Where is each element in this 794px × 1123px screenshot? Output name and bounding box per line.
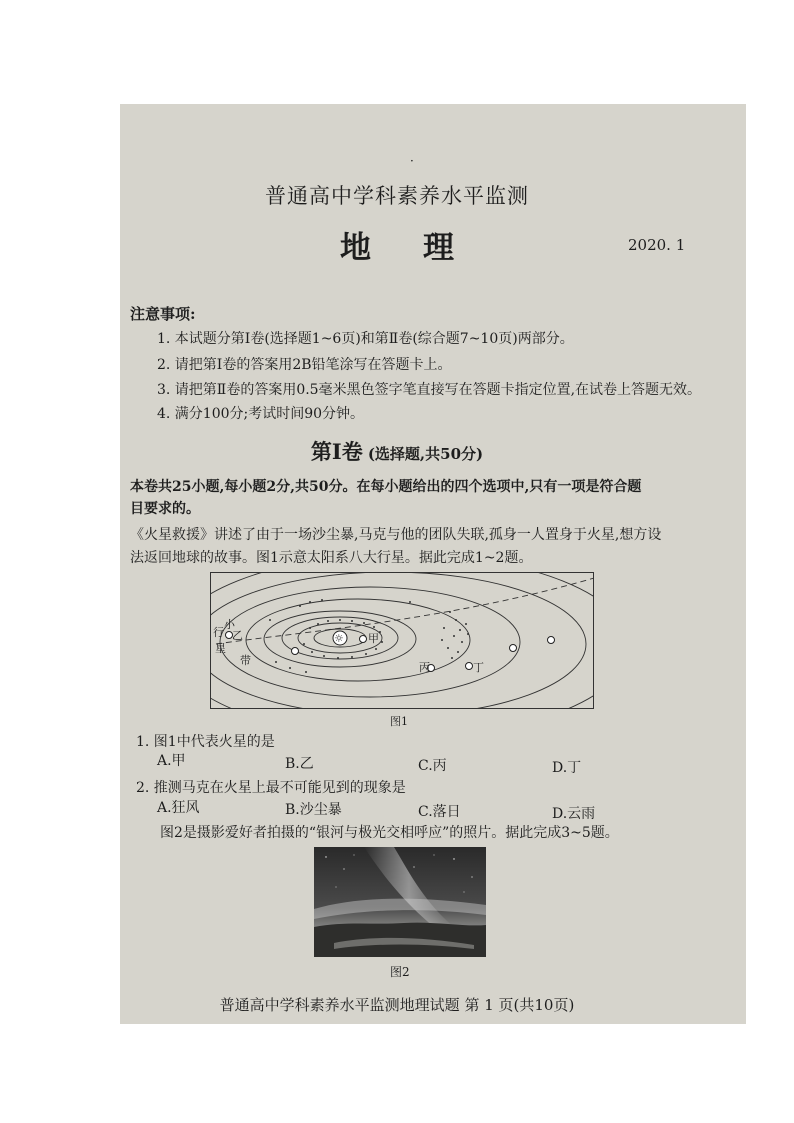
question-2-option-b: B.沙尘暴 (285, 802, 342, 818)
label-yi: 乙 (232, 629, 243, 642)
planet-near (292, 648, 299, 655)
planet-ding (466, 663, 473, 670)
planet-jia (360, 636, 367, 643)
sun-icon: ☼ (334, 632, 344, 645)
label-belt-xing-2: 星 (215, 642, 226, 655)
question-1-option-d: D.丁 (552, 760, 582, 776)
passage-1-line-1: 《火星救援》讲述了由于一场沙尘暴,马克与他的团队失联,孤身一人置身于火星,想方设 (130, 527, 662, 543)
question-1-option-a: A.甲 (157, 753, 186, 769)
page-footer: 普通高中学科素养水平监测地理试题 第 1 页(共10页) (219, 996, 575, 1014)
question-2-option-c: C.落日 (418, 804, 461, 820)
note-item-4: 4. 满分100分;考试时间90分钟。 (157, 406, 365, 422)
figure-1-caption: 图1 (390, 715, 408, 728)
comet-orbit (216, 578, 594, 644)
question-2-option-a: A.狂风 (157, 800, 200, 816)
instruction-line-2: 目要求的。 (130, 501, 200, 517)
instruction-line-1: 本卷共25小题,每小题2分,共50分。在每小题给出的四个选项中,只有一项是符合题 (130, 479, 642, 495)
question-1-option-b: B.乙 (285, 756, 314, 772)
question-1-option-c: C.丙 (418, 758, 447, 774)
milky-way-aurora-photo (314, 847, 486, 957)
label-bing: 丙 (419, 661, 430, 674)
label-jia: 甲 (368, 632, 379, 645)
exam-date: 2020. 1 (628, 236, 686, 254)
question-2-stem: 2. 推测马克在火星上最不可能见到的现象是 (136, 780, 406, 796)
label-belt-xing-1: 行 (213, 626, 224, 639)
subject-title: 地理 (340, 230, 506, 266)
note-item-3: 3. 请把第Ⅱ卷的答案用0.5毫米黑色签字笔直接写在答题卡指定位置,在试卷上答题无效。 (157, 382, 702, 398)
label-belt-xiao: 小 (224, 618, 235, 631)
notes-heading: 注意事项: (130, 305, 196, 323)
volume-subtitle: (选择题,共50分) (367, 445, 484, 463)
page-dot: · (410, 154, 414, 168)
note-item-1: 1. 本试题分第Ⅰ卷(选择题1~6页)和第Ⅱ卷(综合题7~10页)两部分。 (157, 331, 574, 347)
planet-outer-1 (510, 645, 517, 652)
question-2-option-d: D.云雨 (552, 806, 596, 822)
note-item-2: 2. 请把第Ⅰ卷的答案用2B铅笔涂写在答题卡上。 (157, 357, 452, 373)
figure-2-caption: 图2 (390, 965, 410, 979)
question-1-stem: 1. 图1中代表火星的是 (136, 734, 275, 750)
passage-2: 图2是摄影爱好者拍摄的“银河与极光交相呼应”的照片。据此完成3~5题。 (160, 825, 619, 841)
orbit-8 (210, 572, 594, 709)
passage-1-line-2: 法返回地球的故事。图1示意太阳系八大行星。据此完成1~2题。 (130, 550, 533, 566)
label-ding: 丁 (473, 661, 484, 674)
planet-outer-2 (548, 637, 555, 644)
volume-heading (0, 436, 794, 466)
volume-title: 第Ⅰ卷 (310, 439, 363, 464)
label-belt-dai: 带 (240, 654, 251, 667)
exam-title: 普通高中学科素养水平监测 (265, 184, 529, 208)
solar-system-figure (210, 572, 594, 709)
